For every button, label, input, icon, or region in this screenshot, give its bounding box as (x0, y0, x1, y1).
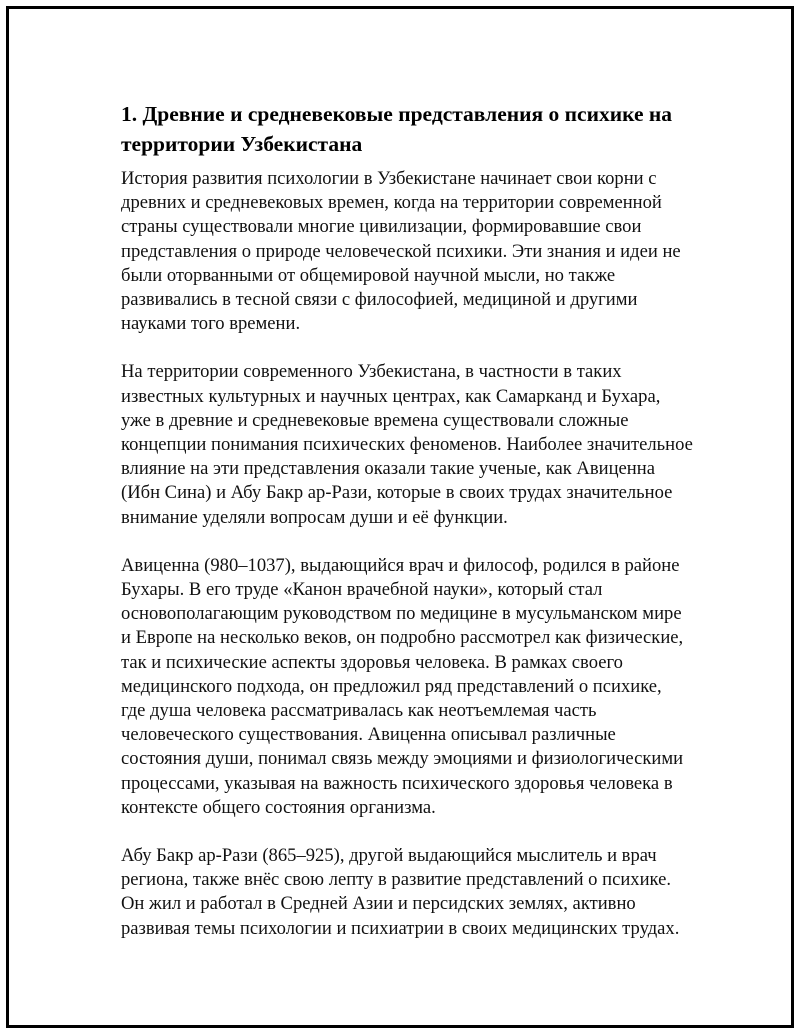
paragraph-line: влияние на эти представления оказали такие ученые, как Авиценна (121, 458, 655, 480)
paragraph-line: страны существовали многие цивилизации, формировавшие свои (121, 216, 642, 238)
paragraph-line: так и психические аспекты здоровья человека. В рамках своего (121, 651, 623, 673)
document-body (121, 99, 701, 965)
paragraph-line: развивались в тесной связи с философией, медициной и другими (121, 289, 638, 311)
paragraph-line: развивая темы психологии и психиатрии в своих медицинских трудах. (121, 917, 680, 939)
paragraph-line: были оторванными от общемировой научной мысли, но также (121, 264, 616, 286)
paragraph-avicenna (121, 554, 701, 820)
paragraph-al-razi (121, 844, 701, 941)
heading-line: территории Узбекистана (121, 132, 363, 156)
page-frame (6, 6, 794, 1028)
paragraph-line: Авиценна (980–1037), выдающийся врач и философ, родился в районе (121, 554, 680, 576)
paragraph-line: известных культурных и научных центрах, как Самарканд и Бухара, (121, 385, 661, 407)
paragraph-line: Он жил и работал в Средней Азии и персидских землях, активно (121, 893, 636, 915)
paragraph-line: медицинского подхода, он предложил ряд представлений о психике, (121, 675, 662, 697)
section-heading (121, 99, 701, 159)
heading-line: 1. Древние и средневековые представления о психике на (121, 102, 673, 126)
paragraph-line: основополагающим руководством по медицине в мусульманском мире (121, 603, 682, 625)
paragraph-line: уже в древние и средневековые времена существовали сложные (121, 409, 629, 431)
paragraph-line: представления о природе человеческой психики. Эти знания и идеи не (121, 240, 681, 262)
paragraph-cultural-centers (121, 360, 701, 529)
paragraph-line: науками того времени. (121, 313, 301, 335)
paragraph-line: внимание уделяли вопросам души и её функции. (121, 506, 508, 528)
paragraph-line: На территории современного Узбекистана, в частности в таких (121, 361, 622, 383)
paragraph-line: (Ибн Сина) и Абу Бакр ар-Рази, которые в своих трудах значительное (121, 482, 673, 504)
paragraph-line: древних и средневековых времен, когда на территории современной (121, 192, 662, 214)
paragraph-history-intro (121, 167, 701, 336)
paragraph-line: региона, также внёс свою лепту в развитие представлений о психике. (121, 869, 671, 891)
paragraph-line: История развития психологии в Узбекистане начинает свои корни с (121, 168, 657, 189)
paragraph-line: процессами, указывая на важность психического здоровья человека в (121, 772, 673, 794)
paragraph-line: Абу Бакр ар-Рази (865–925), другой выдающийся мыслитель и врач (121, 845, 657, 867)
paragraph-line: где душа человека рассматривалась как неотъемлемая часть (121, 700, 597, 722)
paragraph-line: состояния души, понимал связь между эмоциями и физиологическими (121, 748, 684, 770)
paragraph-line: Бухары. В его труде «Канон врачебной науки», который стал (121, 579, 603, 601)
paragraph-line: концепции понимания психических феноменов. Наиболее значительное (121, 434, 693, 456)
paragraph-line: контексте общего состояния организма. (121, 796, 436, 818)
paragraph-line: и Европе на несколько веков, он подробно рассмотрел как физические, (121, 627, 684, 649)
paragraph-line: человеческого существования. Авиценна описывал различные (121, 724, 616, 746)
